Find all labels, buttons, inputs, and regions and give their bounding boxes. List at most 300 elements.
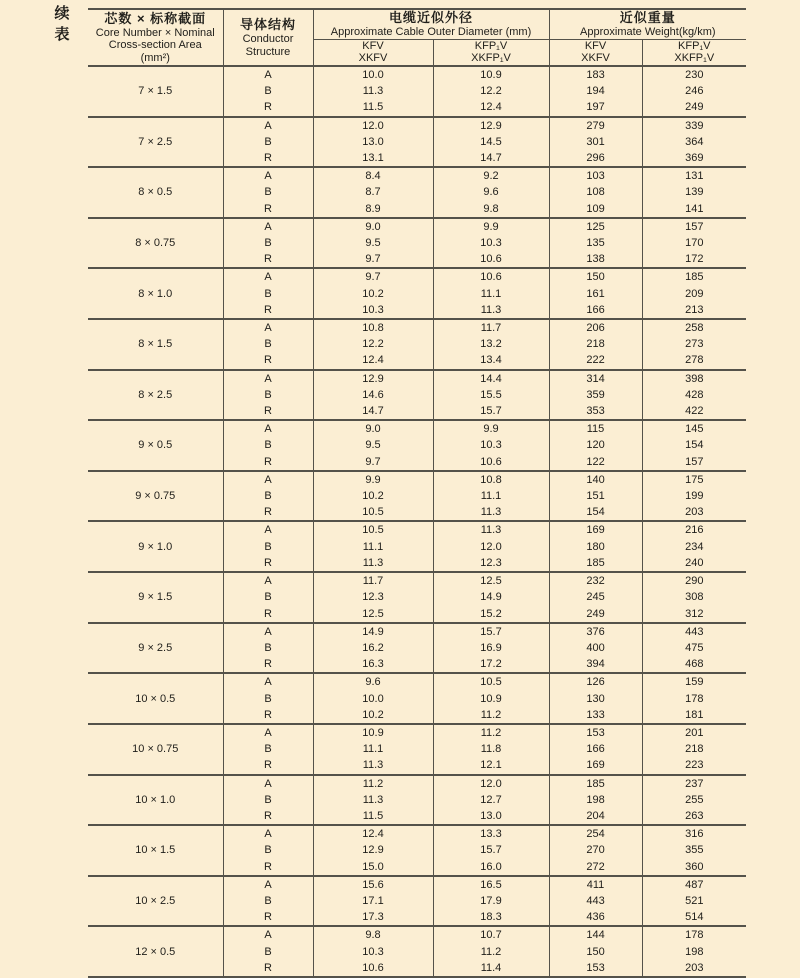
weight-kfv-cell: 133 (549, 707, 642, 724)
diameter-kfv-cell: 15.0 (313, 859, 433, 876)
weight-kfv-cell: 232 (549, 572, 642, 589)
diameter-kfv-cell: 9.7 (313, 268, 433, 285)
structure-cell: B (223, 184, 313, 200)
diameter-kfv-cell: 13.0 (313, 134, 433, 150)
table-row (88, 775, 746, 792)
diameter-kfv-cell: 10.0 (313, 66, 433, 83)
weight-kfp1v-cell: 312 (642, 606, 746, 623)
structure-cell: A (223, 876, 313, 893)
diameter-kfp1v-cell: 12.3 (433, 555, 549, 572)
diameter-kfp1v-cell: 15.2 (433, 606, 549, 623)
diameter-kfv-cell: 10.2 (313, 707, 433, 724)
table-row (88, 319, 746, 336)
table-row (88, 218, 746, 235)
header-size-en2: Cross-section Area (108, 39, 202, 52)
diameter-kfp1v-cell: 13.4 (433, 352, 549, 369)
diameter-kfv-cell: 8.7 (313, 184, 433, 200)
weight-kfp1v-cell: 157 (642, 454, 746, 471)
table-row (88, 420, 746, 437)
structure-cell: R (223, 99, 313, 116)
weight-kfv-cell: 279 (549, 117, 642, 134)
size-cell: 10 × 2.5 (88, 876, 223, 927)
table-row (88, 117, 746, 134)
structure-cell: A (223, 673, 313, 690)
weight-kfv-cell: 153 (549, 724, 642, 741)
diameter-kfv-cell: 11.5 (313, 99, 433, 116)
diameter-kfv-cell: 11.3 (313, 792, 433, 808)
weight-kfp1v-cell: 514 (642, 909, 746, 926)
weight-kfv-cell: 270 (549, 842, 642, 858)
diameter-kfv-cell: 17.3 (313, 909, 433, 926)
weight-kfv-cell: 353 (549, 403, 642, 420)
diameter-kfp1v-cell: 10.8 (433, 471, 549, 488)
weight-kfv-cell: 150 (549, 944, 642, 960)
weight-kfv-cell: 120 (549, 437, 642, 453)
diameter-kfv-cell: 10.5 (313, 521, 433, 538)
weight-kfp1v-cell: 145 (642, 420, 746, 437)
diameter-kfv-cell: 10.9 (313, 724, 433, 741)
diameter-kfp1v-cell: 10.9 (433, 66, 549, 83)
diameter-kfv-cell: 10.2 (313, 286, 433, 302)
table-row (88, 572, 746, 589)
header-weight-kfv (549, 39, 642, 66)
diameter-kfv-cell: 9.5 (313, 235, 433, 251)
weight-kfp1v-cell: 157 (642, 218, 746, 235)
weight-kfp1v-cell: 240 (642, 555, 746, 572)
header-diameter-kfp1v (433, 39, 549, 66)
size-cell: 10 × 0.5 (88, 673, 223, 724)
weight-kfv-cell: 109 (549, 201, 642, 218)
diameter-kfv-cell: 8.9 (313, 201, 433, 218)
weight-kfp1v-cell: 178 (642, 691, 746, 707)
structure-cell: A (223, 167, 313, 184)
structure-cell: A (223, 471, 313, 488)
header-weight-span (549, 9, 746, 39)
diameter-kfv-cell: 11.2 (313, 775, 433, 792)
size-cell: 10 × 1.0 (88, 775, 223, 826)
structure-cell: B (223, 336, 313, 352)
diameter-kfv-cell: 11.3 (313, 555, 433, 572)
structure-cell: R (223, 150, 313, 167)
diameter-kfp1v-cell: 12.2 (433, 83, 549, 99)
weight-kfv-cell: 154 (549, 504, 642, 521)
diameter-kfp1v-cell: 17.2 (433, 656, 549, 673)
table-row (88, 876, 746, 893)
header-weight-kfp1v-line2: XKFP₁V (674, 52, 715, 65)
diameter-kfv-cell: 11.5 (313, 808, 433, 825)
diameter-kfv-cell: 10.8 (313, 319, 433, 336)
weight-kfv-cell: 296 (549, 150, 642, 167)
weight-kfv-cell: 185 (549, 775, 642, 792)
cable-spec-table (88, 8, 746, 978)
diameter-kfp1v-cell: 9.8 (433, 201, 549, 218)
weight-kfv-cell: 125 (549, 218, 642, 235)
size-cell: 9 × 1.0 (88, 521, 223, 572)
header-weight-kfv-line2: XKFV (581, 52, 610, 65)
diameter-kfp1v-cell: 10.3 (433, 235, 549, 251)
diameter-kfv-cell: 10.5 (313, 504, 433, 521)
weight-kfp1v-cell: 185 (642, 268, 746, 285)
diameter-kfv-cell: 12.9 (313, 370, 433, 387)
weight-kfp1v-cell: 308 (642, 589, 746, 605)
diameter-kfp1v-cell: 10.6 (433, 268, 549, 285)
header-size-column (88, 9, 223, 66)
diameter-kfp1v-cell: 13.3 (433, 825, 549, 842)
diameter-kfp1v-cell: 13.2 (433, 336, 549, 352)
diameter-kfv-cell: 12.0 (313, 117, 433, 134)
diameter-kfp1v-cell: 12.1 (433, 757, 549, 774)
structure-cell: A (223, 218, 313, 235)
weight-kfp1v-cell: 230 (642, 66, 746, 83)
structure-cell: R (223, 352, 313, 369)
diameter-kfp1v-cell: 14.9 (433, 589, 549, 605)
diameter-kfp1v-cell: 11.1 (433, 488, 549, 504)
weight-kfp1v-cell: 249 (642, 99, 746, 116)
size-cell: 10 × 0.75 (88, 724, 223, 775)
diameter-kfv-cell: 16.3 (313, 656, 433, 673)
header-weight-en: Approximate Weight(kg/km) (580, 26, 716, 38)
diameter-kfp1v-cell: 10.6 (433, 251, 549, 268)
weight-kfp1v-cell: 203 (642, 960, 746, 977)
structure-cell: A (223, 724, 313, 741)
structure-cell: A (223, 926, 313, 943)
table-body (88, 66, 746, 977)
diameter-kfv-cell: 11.3 (313, 757, 433, 774)
structure-cell: A (223, 825, 313, 842)
table-row (88, 825, 746, 842)
diameter-kfv-cell: 10.3 (313, 944, 433, 960)
diameter-kfp1v-cell: 11.3 (433, 521, 549, 538)
diameter-kfp1v-cell: 9.9 (433, 218, 549, 235)
structure-cell: R (223, 707, 313, 724)
weight-kfp1v-cell: 172 (642, 251, 746, 268)
diameter-kfv-cell: 12.4 (313, 352, 433, 369)
weight-kfp1v-cell: 175 (642, 471, 746, 488)
weight-kfv-cell: 245 (549, 589, 642, 605)
weight-kfp1v-cell: 154 (642, 437, 746, 453)
table-row (88, 623, 746, 640)
weight-kfv-cell: 443 (549, 893, 642, 909)
diameter-kfp1v-cell: 16.9 (433, 640, 549, 656)
table-header (88, 9, 746, 66)
weight-kfp1v-cell: 428 (642, 387, 746, 403)
weight-kfv-cell: 222 (549, 352, 642, 369)
weight-kfv-cell: 180 (549, 539, 642, 555)
weight-kfv-cell: 169 (549, 757, 642, 774)
weight-kfp1v-cell: 369 (642, 150, 746, 167)
size-cell: 7 × 2.5 (88, 117, 223, 168)
diameter-kfv-cell: 12.4 (313, 825, 433, 842)
diameter-kfv-cell: 9.7 (313, 251, 433, 268)
diameter-kfv-cell: 11.1 (313, 741, 433, 757)
weight-kfv-cell: 122 (549, 454, 642, 471)
structure-cell: B (223, 893, 313, 909)
structure-cell: B (223, 640, 313, 656)
structure-cell: R (223, 757, 313, 774)
diameter-kfv-cell: 10.2 (313, 488, 433, 504)
weight-kfv-cell: 197 (549, 99, 642, 116)
structure-cell: A (223, 572, 313, 589)
size-cell: 8 × 1.0 (88, 268, 223, 319)
weight-kfv-cell: 150 (549, 268, 642, 285)
structure-cell: B (223, 437, 313, 453)
diameter-kfp1v-cell: 13.0 (433, 808, 549, 825)
table-row (88, 471, 746, 488)
structure-cell: A (223, 319, 313, 336)
weight-kfp1v-cell: 355 (642, 842, 746, 858)
header-diameter-zh: 电缆近似外径 (389, 10, 474, 25)
size-cell: 8 × 1.5 (88, 319, 223, 370)
structure-cell: B (223, 842, 313, 858)
structure-cell: R (223, 201, 313, 218)
table-row (88, 268, 746, 285)
structure-cell: R (223, 909, 313, 926)
weight-kfp1v-cell: 364 (642, 134, 746, 150)
weight-kfv-cell: 204 (549, 808, 642, 825)
structure-cell: A (223, 775, 313, 792)
weight-kfv-cell: 183 (549, 66, 642, 83)
diameter-kfp1v-cell: 11.2 (433, 707, 549, 724)
diameter-kfp1v-cell: 12.5 (433, 572, 549, 589)
weight-kfp1v-cell: 181 (642, 707, 746, 724)
weight-kfp1v-cell: 246 (642, 83, 746, 99)
table-row (88, 370, 746, 387)
diameter-kfp1v-cell: 17.9 (433, 893, 549, 909)
weight-kfv-cell: 254 (549, 825, 642, 842)
diameter-kfp1v-cell: 12.4 (433, 99, 549, 116)
header-weight-zh: 近似重量 (619, 10, 676, 25)
diameter-kfp1v-cell: 16.5 (433, 876, 549, 893)
diameter-kfv-cell: 11.1 (313, 539, 433, 555)
diameter-kfv-cell: 9.8 (313, 926, 433, 943)
weight-kfv-cell: 166 (549, 302, 642, 319)
weight-kfp1v-cell: 255 (642, 792, 746, 808)
structure-cell: R (223, 302, 313, 319)
weight-kfp1v-cell: 443 (642, 623, 746, 640)
weight-kfp1v-cell: 273 (642, 336, 746, 352)
diameter-kfp1v-cell: 18.3 (433, 909, 549, 926)
diameter-kfv-cell: 11.3 (313, 83, 433, 99)
weight-kfv-cell: 126 (549, 673, 642, 690)
structure-cell: B (223, 235, 313, 251)
diameter-kfp1v-cell: 11.7 (433, 319, 549, 336)
weight-kfv-cell: 314 (549, 370, 642, 387)
weight-kfv-cell: 115 (549, 420, 642, 437)
diameter-kfp1v-cell: 10.5 (433, 673, 549, 690)
structure-cell: R (223, 403, 313, 420)
structure-cell: B (223, 539, 313, 555)
diameter-kfp1v-cell: 14.7 (433, 150, 549, 167)
structure-cell: A (223, 420, 313, 437)
structure-cell: B (223, 944, 313, 960)
size-cell: 9 × 0.5 (88, 420, 223, 471)
structure-cell: R (223, 454, 313, 471)
size-cell: 9 × 2.5 (88, 623, 223, 674)
size-cell: 9 × 1.5 (88, 572, 223, 623)
diameter-kfv-cell: 10.6 (313, 960, 433, 977)
header-structure-zh: 导体结构 (239, 17, 296, 32)
diameter-kfp1v-cell: 15.7 (433, 623, 549, 640)
weight-kfv-cell: 153 (549, 960, 642, 977)
header-weight-kfp1v-line1: KFP₁V (678, 39, 711, 52)
header-diameter-en: Approximate Cable Outer Diameter (mm) (330, 26, 532, 38)
header-size-en1: Core Number × Nominal (95, 26, 215, 39)
header-weight-kfp1v (642, 39, 746, 66)
weight-kfp1v-cell: 178 (642, 926, 746, 943)
diameter-kfp1v-cell: 12.0 (433, 539, 549, 555)
structure-cell: B (223, 589, 313, 605)
weight-kfp1v-cell: 198 (642, 944, 746, 960)
diameter-kfp1v-cell: 9.6 (433, 184, 549, 200)
weight-kfp1v-cell: 131 (642, 167, 746, 184)
weight-kfv-cell: 400 (549, 640, 642, 656)
header-diameter-kfv-line1: KFV (362, 39, 384, 52)
diameter-kfv-cell: 12.5 (313, 606, 433, 623)
diameter-kfp1v-cell: 11.3 (433, 302, 549, 319)
weight-kfp1v-cell: 141 (642, 201, 746, 218)
header-diameter-kfv-line2: XKFV (358, 52, 388, 65)
diameter-kfp1v-cell: 11.2 (433, 944, 549, 960)
structure-cell: R (223, 808, 313, 825)
diameter-kfp1v-cell: 10.7 (433, 926, 549, 943)
weight-kfv-cell: 394 (549, 656, 642, 673)
diameter-kfv-cell: 13.1 (313, 150, 433, 167)
structure-cell: R (223, 504, 313, 521)
diameter-kfp1v-cell: 9.2 (433, 167, 549, 184)
structure-cell: R (223, 859, 313, 876)
diameter-kfp1v-cell: 11.1 (433, 286, 549, 302)
structure-cell: R (223, 606, 313, 623)
diameter-kfv-cell: 12.3 (313, 589, 433, 605)
diameter-kfv-cell: 12.9 (313, 842, 433, 858)
header-structure-en1: Conductor (242, 33, 294, 45)
diameter-kfv-cell: 9.5 (313, 437, 433, 453)
structure-cell: R (223, 555, 313, 572)
continued-label-char-2: 表 (54, 26, 70, 43)
table-row (88, 167, 746, 184)
structure-cell: A (223, 623, 313, 640)
diameter-kfp1v-cell: 10.6 (433, 454, 549, 471)
structure-cell: A (223, 66, 313, 83)
weight-kfp1v-cell: 398 (642, 370, 746, 387)
structure-cell: B (223, 83, 313, 99)
structure-cell: B (223, 134, 313, 150)
weight-kfp1v-cell: 237 (642, 775, 746, 792)
weight-kfp1v-cell: 213 (642, 302, 746, 319)
diameter-kfv-cell: 10.0 (313, 691, 433, 707)
diameter-kfp1v-cell: 11.8 (433, 741, 549, 757)
header-diameter-kfp1v-line1: KFP₁V (474, 39, 508, 52)
header-diameter-span (313, 9, 549, 39)
diameter-kfp1v-cell: 15.7 (433, 842, 549, 858)
size-cell: 8 × 2.5 (88, 370, 223, 421)
continued-label-char-1: 续 (54, 5, 70, 22)
structure-cell: B (223, 488, 313, 504)
weight-kfp1v-cell: 209 (642, 286, 746, 302)
weight-kfv-cell: 194 (549, 83, 642, 99)
weight-kfv-cell: 151 (549, 488, 642, 504)
structure-cell: R (223, 656, 313, 673)
header-size-zh: 芯数 × 标称截面 (104, 10, 207, 26)
weight-kfv-cell: 138 (549, 251, 642, 268)
diameter-kfv-cell: 10.3 (313, 302, 433, 319)
weight-kfp1v-cell: 199 (642, 488, 746, 504)
weight-kfp1v-cell: 159 (642, 673, 746, 690)
weight-kfp1v-cell: 290 (642, 572, 746, 589)
weight-kfp1v-cell: 203 (642, 504, 746, 521)
weight-kfp1v-cell: 475 (642, 640, 746, 656)
diameter-kfv-cell: 9.0 (313, 218, 433, 235)
diameter-kfv-cell: 17.1 (313, 893, 433, 909)
diameter-kfv-cell: 14.7 (313, 403, 433, 420)
weight-kfv-cell: 376 (549, 623, 642, 640)
structure-cell: B (223, 387, 313, 403)
table-row (88, 926, 746, 943)
diameter-kfp1v-cell: 11.3 (433, 504, 549, 521)
size-cell: 8 × 0.5 (88, 167, 223, 218)
size-cell: 10 × 1.5 (88, 825, 223, 876)
weight-kfv-cell: 108 (549, 184, 642, 200)
size-cell: 12 × 0.5 (88, 926, 223, 977)
diameter-kfp1v-cell: 14.4 (433, 370, 549, 387)
weight-kfp1v-cell: 468 (642, 656, 746, 673)
table-row (88, 673, 746, 690)
weight-kfp1v-cell: 170 (642, 235, 746, 251)
diameter-kfv-cell: 9.9 (313, 471, 433, 488)
weight-kfp1v-cell: 339 (642, 117, 746, 134)
structure-cell: B (223, 691, 313, 707)
weight-kfv-cell: 185 (549, 555, 642, 572)
header-structure-en2: Structure (245, 45, 291, 58)
table-row (88, 66, 746, 83)
header-weight-kfv-line1: KFV (584, 39, 607, 52)
header-diameter-kfv (313, 39, 433, 66)
weight-kfv-cell: 249 (549, 606, 642, 623)
weight-kfv-cell: 411 (549, 876, 642, 893)
structure-cell: A (223, 521, 313, 538)
table-row (88, 521, 746, 538)
weight-kfp1v-cell: 316 (642, 825, 746, 842)
diameter-kfp1v-cell: 11.2 (433, 724, 549, 741)
diameter-kfv-cell: 14.9 (313, 623, 433, 640)
weight-kfp1v-cell: 263 (642, 808, 746, 825)
weight-kfv-cell: 135 (549, 235, 642, 251)
weight-kfp1v-cell: 201 (642, 724, 746, 741)
weight-kfv-cell: 206 (549, 319, 642, 336)
structure-cell: A (223, 117, 313, 134)
size-cell: 7 × 1.5 (88, 66, 223, 117)
weight-kfv-cell: 198 (549, 792, 642, 808)
structure-cell: A (223, 370, 313, 387)
weight-kfp1v-cell: 223 (642, 757, 746, 774)
diameter-kfp1v-cell: 10.3 (433, 437, 549, 453)
weight-kfv-cell: 130 (549, 691, 642, 707)
diameter-kfp1v-cell: 10.9 (433, 691, 549, 707)
weight-kfp1v-cell: 218 (642, 741, 746, 757)
diameter-kfp1v-cell: 11.4 (433, 960, 549, 977)
diameter-kfp1v-cell: 15.7 (433, 403, 549, 420)
weight-kfv-cell: 161 (549, 286, 642, 302)
weight-kfv-cell: 359 (549, 387, 642, 403)
structure-cell: R (223, 251, 313, 268)
diameter-kfv-cell: 15.6 (313, 876, 433, 893)
weight-kfp1v-cell: 216 (642, 521, 746, 538)
weight-kfv-cell: 103 (549, 167, 642, 184)
weight-kfv-cell: 272 (549, 859, 642, 876)
weight-kfv-cell: 218 (549, 336, 642, 352)
diameter-kfv-cell: 9.7 (313, 454, 433, 471)
weight-kfp1v-cell: 234 (642, 539, 746, 555)
